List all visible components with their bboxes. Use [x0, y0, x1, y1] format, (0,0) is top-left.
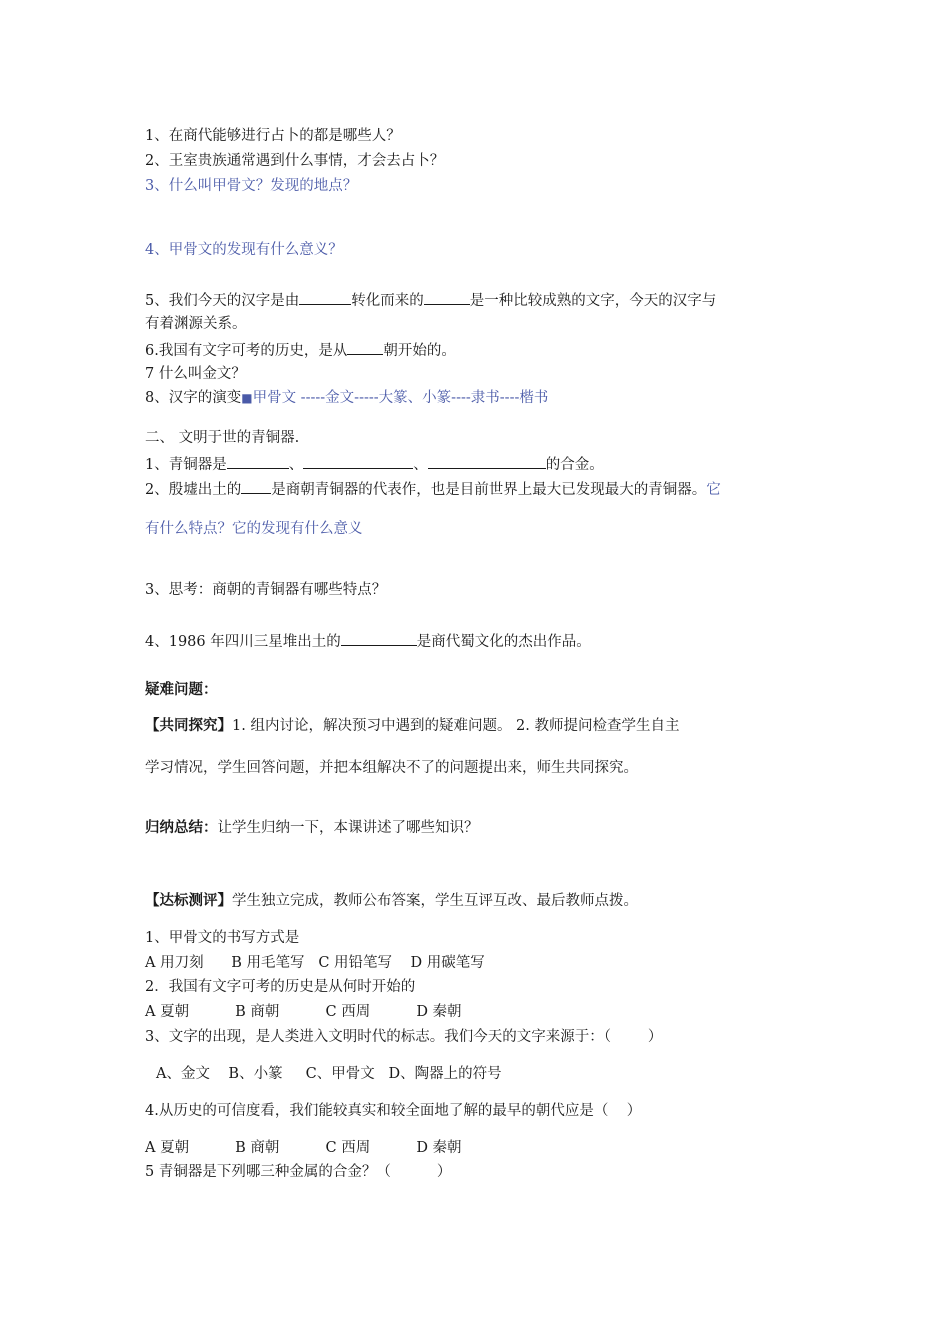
question-4: 4、甲骨文的发现有什么意义？	[145, 242, 343, 258]
section-2-question-2-continued: 有什么特点？它的发现有什么意义	[145, 521, 363, 537]
blank-line	[341, 630, 417, 646]
blank-line	[303, 453, 413, 469]
blank-line	[347, 339, 383, 355]
section-2-question-1: 1、青铜器是 、 、 的合金。	[145, 453, 604, 475]
blank-line	[227, 453, 289, 469]
assessment-question-4: 4.从历史的可信度看，我们能较真实和较全面地了解的最早的朝代应是（ ）	[145, 1103, 642, 1119]
question-6: 6.我国有文字可考的历史，是从 朝开始的。	[145, 339, 456, 361]
question-8: 8、汉字的演变■甲骨文 -----金文-----大篆、小篆----隶书----楷书	[145, 390, 549, 406]
square-bullet-icon: ■	[241, 391, 253, 405]
assessment-question-3: 3、文字的出现，是人类进入文明时代的标志。我们今天的文字来源于：（ ）	[145, 1029, 663, 1045]
question-1: 1、在商代能够进行占卜的都是哪些人？	[145, 128, 401, 144]
blank-line	[241, 478, 271, 494]
blank-line	[424, 289, 470, 305]
section-2-question-3: 3、思考：商朝的青铜器有哪些特点？	[145, 582, 387, 598]
assessment-question-1-options: A 用刀刻 B 用毛笔写 C 用铅笔写 D 用碳笔写	[145, 955, 485, 971]
assessment-question-2: 2．我国有文字可考的历史是从何时开始的	[145, 979, 416, 995]
blank-line	[428, 453, 546, 469]
question-5-continued: 有着渊源关系。	[145, 316, 247, 332]
question-3: 3、什么叫甲骨文？发现的地点？	[145, 178, 358, 194]
assessment-question-5: 5 青铜器是下列哪三种金属的合金？（ ）	[145, 1164, 452, 1180]
summary: 归纳总结：让学生归纳一下，本课讲述了哪些知识？	[145, 819, 479, 836]
assessment-heading: 【达标测评】学生独立完成，教师公布答案，学生互评互改、最后教师点拨。	[145, 892, 638, 909]
section-2-heading: 二、 文明于世的青铜器.	[145, 430, 300, 446]
question-5: 5、我们今天的汉字是由 转化而来的 是一种比较成熟的文字，今天的汉字与	[145, 289, 716, 311]
blank-line	[299, 289, 351, 305]
assessment-question-2-options: A 夏朝 B 商朝 C 西周 D 秦朝	[145, 1004, 462, 1020]
joint-exploration-continued: 学习情况，学生回答问题，并把本组解决不了的问题提出来，师生共同探究。	[145, 760, 638, 776]
assessment-question-4-options: A 夏朝 B 商朝 C 西周 D 秦朝	[145, 1140, 462, 1156]
section-2-question-2: 2、殷墟出土的 是商朝青铜器的代表作，也是目前世界上最大已发现最大的青铜器。它	[145, 478, 721, 500]
question-2: 2、王室贵族通常遇到什么事情，才会去占卜？	[145, 153, 445, 169]
joint-exploration: 【共同探究】1. 组内讨论，解决预习中遇到的疑难问题。 2. 教师提问检查学生自主	[145, 717, 680, 734]
difficult-questions-heading: 疑难问题：	[145, 681, 218, 698]
section-2-question-4: 4、1986 年四川三星堆出土的 是商代蜀文化的杰出作品。	[145, 630, 591, 652]
assessment-question-3-options: A、金文 B、小篆 C、甲骨文 D、陶器上的符号	[156, 1066, 502, 1082]
question-7: 7 什么叫金文？	[145, 366, 246, 382]
assessment-question-1: 1、甲骨文的书写方式是	[145, 930, 300, 946]
